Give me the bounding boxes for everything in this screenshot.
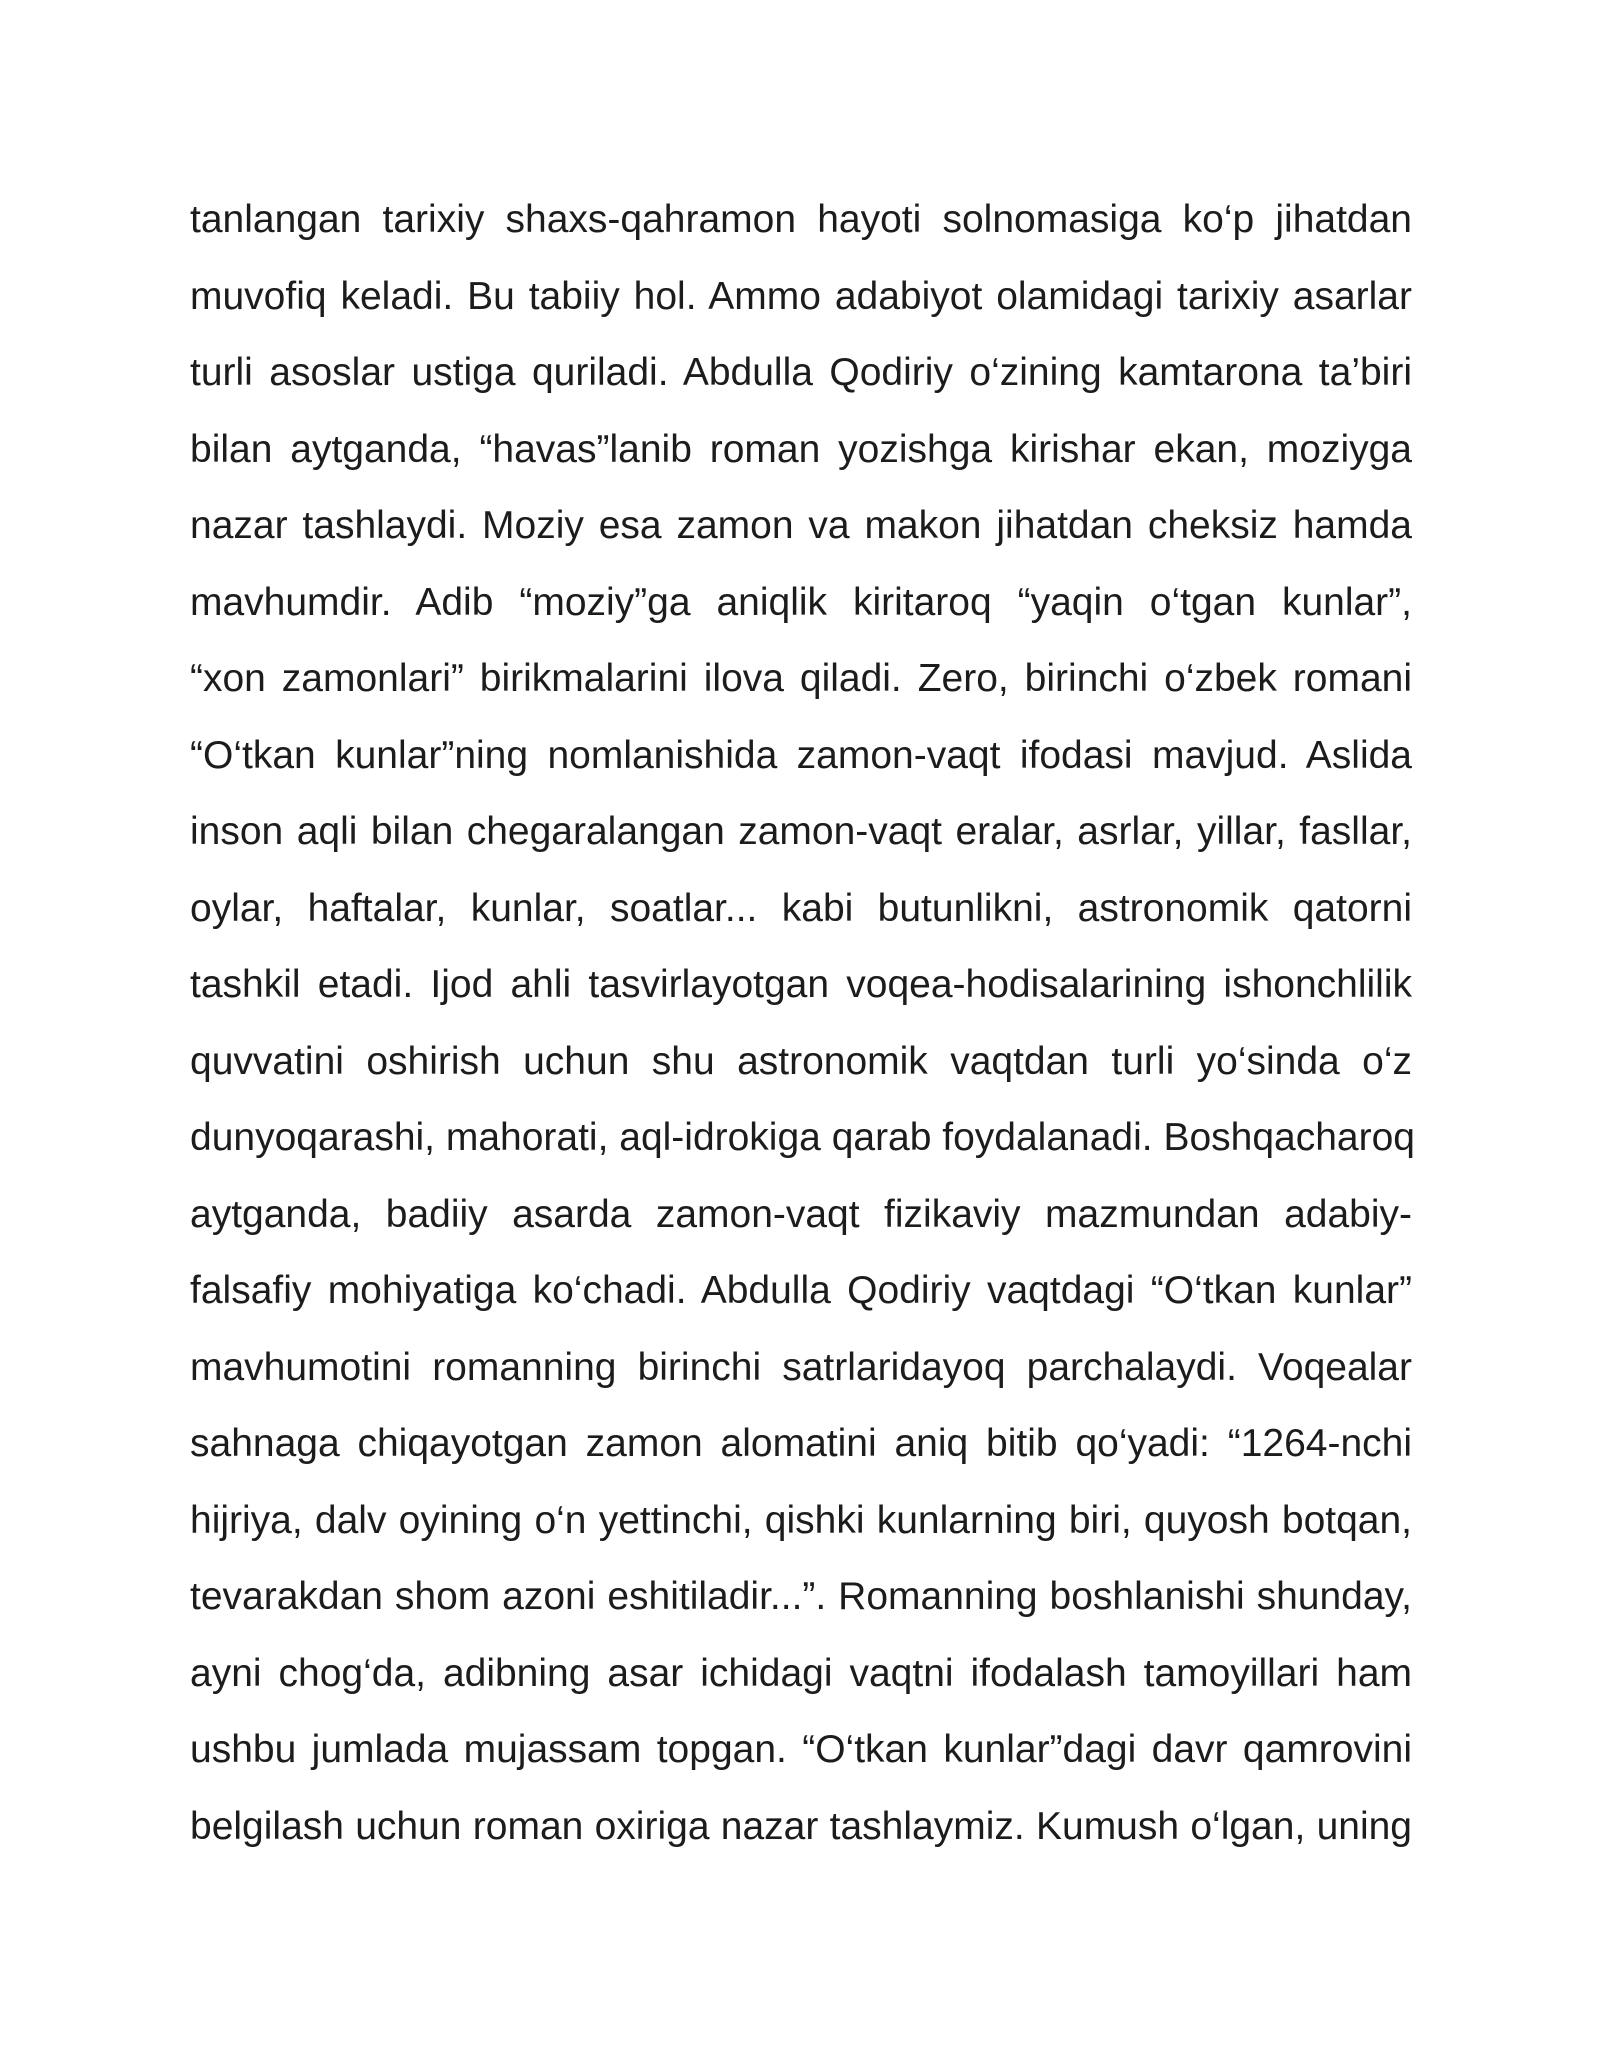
text-line: ushbu jumlada mujassam topgan. “O‘tkan kunlar”dagi davr qamrovini: [190, 1728, 1412, 1771]
text-line: tevarakdan shom azoni eshitiladir...”. Romanning boshlanishi shunday,: [190, 1575, 1412, 1618]
text-line: muvofiq keladi. Bu tabiiy hol. Ammo adabiyot olamidagi tarixiy asarlar: [190, 274, 1412, 318]
text-line: aytganda, badiiy asarda zamon-vaqt fizikaviy mazmundan adabiy-: [190, 1192, 1412, 1236]
text-line: hijriya, dalv oyining o‘n yettinchi, qishki kunlarning biri, quyosh botqan,: [190, 1498, 1412, 1542]
body-text: [190, 182, 1415, 1865]
text-line: inson aqli bilan chegaralangan zamon-vaqt eralar, asrlar, yillar, fasllar,: [190, 810, 1412, 853]
text-line: mavhumotini romanning birinchi satrlaridayoq parchalaydi. Voqealar: [190, 1345, 1412, 1389]
text-line: tanlangan tarixiy shaxs-qahramon hayoti solnomasiga ko‘p jihatdan: [190, 198, 1412, 241]
text-line: quvvatini oshirish uchun shu astronomik vaqtdan turli yo‘sinda o‘z: [190, 1039, 1412, 1083]
text-line: belgilash uchun roman oxiriga nazar tashlaymiz. Kumush o‘lgan, uning: [190, 1804, 1412, 1848]
text-line: sahnaga chiqayotgan zamon alomatini aniq bitib qo‘yadi: “1264-nchi: [190, 1422, 1412, 1465]
text-line: oylar, haftalar, kunlar, soatlar... kabi butunlikni, astronomik qatorni: [190, 886, 1412, 930]
text-line: ayni chog‘da, adibning asar ichidagi vaqtni ifodalash tamoyillari ham: [190, 1651, 1412, 1695]
text-line: bilan aytganda, “havas”lanib roman yozishga kirishar ekan, moziyga: [190, 427, 1412, 471]
text-line: tashkil etadi. Ijod ahli tasvirlayotgan voqea-hodisalarining ishonchlilik: [190, 963, 1412, 1006]
text-line: nazar tashlaydi. Moziy esa zamon va makon jihatdan cheksiz hamda: [190, 504, 1412, 547]
text-line: falsafiy mohiyatiga ko‘chadi. Abdulla Qodiriy vaqtdagi “O‘tkan kunlar”: [190, 1269, 1412, 1312]
text-line: “xon zamonlari” birikmalarini ilova qiladi. Zero, birinchi o‘zbek romani: [190, 657, 1412, 700]
text-line: dunyoqarashi, mahorati, aql-idrokiga qarab foydalanadi. Boshqacharoq: [190, 1116, 1415, 1159]
text-line: “O‘tkan kunlar”ning nomlanishida zamon-vaqt ifodasi mavjud. Aslida: [190, 733, 1412, 777]
text-line: mavhumdir. Adib “moziy”ga aniqlik kiritaroq “yaqin o‘tgan kunlar”,: [190, 580, 1412, 624]
text-line: turli asoslar ustiga quriladi. Abdulla Qodiriy o‘zining kamtarona ta’biri: [190, 351, 1412, 394]
